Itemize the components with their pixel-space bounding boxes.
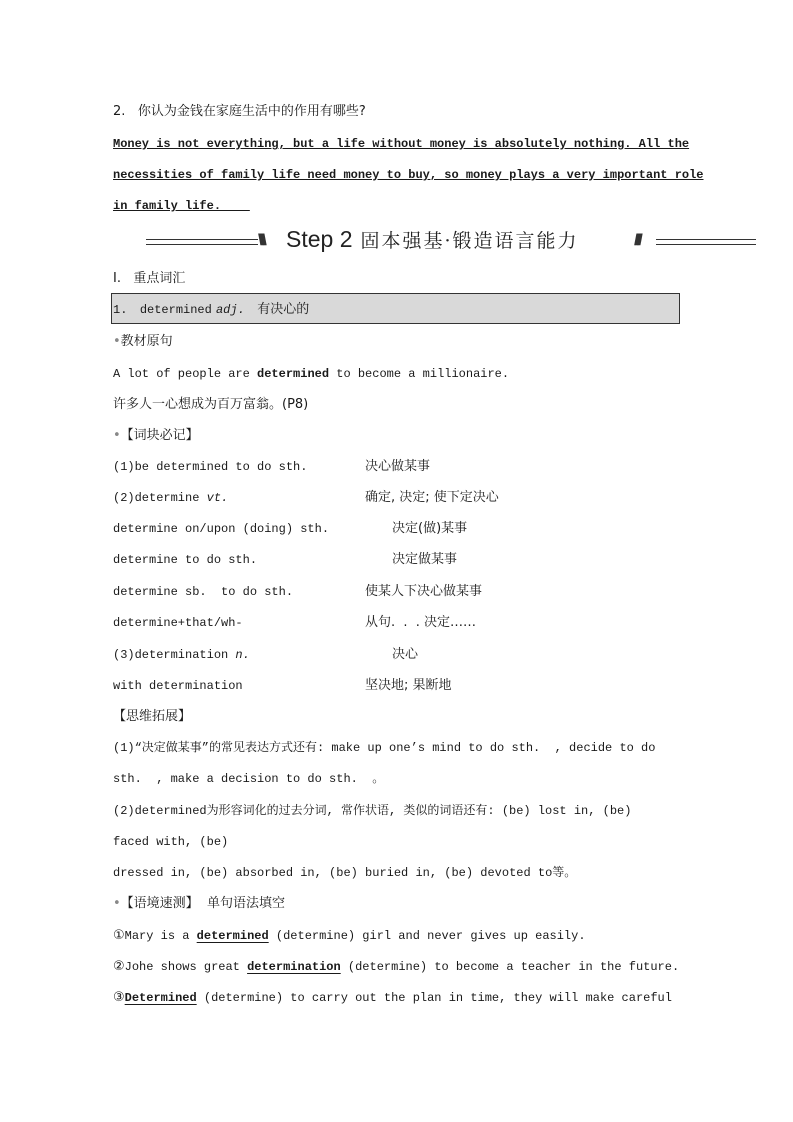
section-title: 重点词汇 xyxy=(133,271,186,286)
expansion-line: sth. , make a decision to do sth. 。 xyxy=(113,772,385,786)
expansion-line: dressed in, (be) absorbed in, (be) buried in, (be) devoted to等。 xyxy=(113,866,577,880)
chunk-left xyxy=(113,490,228,506)
expansion-label: 【思维拓展】 xyxy=(113,709,192,724)
banner-right-stripe xyxy=(656,239,756,245)
step-banner xyxy=(146,226,756,260)
chunk-right: 决心 xyxy=(392,647,419,662)
question-number: 2. xyxy=(113,104,126,119)
chunk-left: determine on/upon (doing) sth. xyxy=(113,522,330,536)
quiz-label-row xyxy=(113,896,285,912)
expansion-line: (2)determined为形容词化的过去分词, 常作状语, 类似的词语还有: (be) lost in, (be) xyxy=(113,804,632,818)
quiz-item xyxy=(113,928,586,944)
answer-line-2: necessities of family life need money to buy, so money plays a very important role xyxy=(113,168,704,182)
quiz-marker: ① xyxy=(113,928,125,943)
chunk-right: 从句. . . 决定…… xyxy=(365,615,477,630)
banner-step: Step 2 xyxy=(286,226,353,252)
question-text: 你认为金钱在家庭生活中的作用有哪些? xyxy=(137,104,366,119)
chunk-left: determine to do sth. xyxy=(113,553,258,567)
chunk-left xyxy=(113,647,250,663)
chunk-left: with determination xyxy=(113,679,243,693)
quiz-answer: determination xyxy=(247,960,341,974)
quiz-post: (determine) to carry out the plan in time, they will make careful xyxy=(196,991,672,1005)
quiz-marker: ③ xyxy=(113,990,125,1005)
question-2 xyxy=(113,104,366,120)
chunk-left-text: (3)determination xyxy=(113,648,236,662)
chunk-left: determine sb. to do sth. xyxy=(113,585,294,599)
sentence-pre: A lot of people are xyxy=(113,367,258,381)
chunks-label-row xyxy=(113,428,199,444)
bullet-dot: • xyxy=(113,896,121,911)
quiz-answer: Determined xyxy=(124,991,197,1005)
section-number: Ⅰ. xyxy=(113,271,121,286)
banner-left-slashes: \\\\ xyxy=(258,232,264,249)
sentence-key-word: determined xyxy=(257,367,330,381)
entry-pos: adj. xyxy=(215,303,245,317)
sentence-post: to become a millionaire. xyxy=(329,367,510,381)
quiz-item xyxy=(113,959,679,975)
chunk-right: 坚决地; 果断地 xyxy=(365,678,452,693)
textbook-label-row xyxy=(113,334,173,350)
answer-line-3: in family life. xyxy=(113,199,250,213)
chunk-left-pos: n. xyxy=(235,648,250,662)
expansion-line: (1)“决定做某事”的常见表达方式还有: make up one’s mind to do sth. , decide to do xyxy=(113,741,656,755)
chunk-right: 决定(做)某事 xyxy=(392,521,468,536)
chunk-right: 使某人下决心做某事 xyxy=(365,584,483,599)
chunk-left-text: (2)determine xyxy=(113,491,207,505)
bullet-dot: • xyxy=(113,334,121,349)
quiz-label: 【语境速测】 xyxy=(120,896,199,911)
textbook-translation: 许多人一心想成为百万富翁。(P8) xyxy=(113,397,309,412)
textbook-label: 教材原句 xyxy=(120,334,173,349)
chunk-left: determine+that/wh- xyxy=(113,616,243,630)
chunk-right: 决定做某事 xyxy=(392,552,458,567)
answer-line-1: Money is not everything, but a life without money is absolutely nothing. All the xyxy=(113,137,690,151)
section-heading xyxy=(113,271,185,287)
chunk-right: 确定, 决定; 使下定决心 xyxy=(365,490,499,505)
banner-left-stripe xyxy=(146,239,258,245)
quiz-marker: ② xyxy=(113,959,125,974)
chunk-right: 决心做某事 xyxy=(365,459,431,474)
chunk-left: (1)be determined to do sth. xyxy=(113,460,308,474)
quiz-post: (determine) to become a teacher in the future. xyxy=(340,960,680,974)
quiz-item xyxy=(113,990,672,1006)
banner-title xyxy=(286,226,579,253)
entry-meaning: 有决心的 xyxy=(257,302,310,317)
chunk-left-pos: vt. xyxy=(206,491,229,505)
expansion-line: faced with, (be) xyxy=(113,835,229,849)
textbook-sentence xyxy=(113,366,509,382)
banner-right-slashes: //// xyxy=(634,232,640,249)
bullet-dot: • xyxy=(113,428,121,443)
entry-number: 1. xyxy=(113,303,128,317)
quiz-instruction: 单句语法填空 xyxy=(206,896,285,911)
vocab-entry xyxy=(113,302,309,318)
quiz-answer: determined xyxy=(196,929,269,943)
chunks-label: 【词块必记】 xyxy=(120,428,199,443)
quiz-post: (determine) girl and never gives up easily. xyxy=(268,929,586,943)
quiz-pre: Johe shows great xyxy=(124,960,248,974)
entry-word: determined xyxy=(139,303,212,317)
quiz-pre: Mary is a xyxy=(124,929,197,943)
banner-subtitle: 固本强基·锻造语言能力 xyxy=(360,230,579,252)
